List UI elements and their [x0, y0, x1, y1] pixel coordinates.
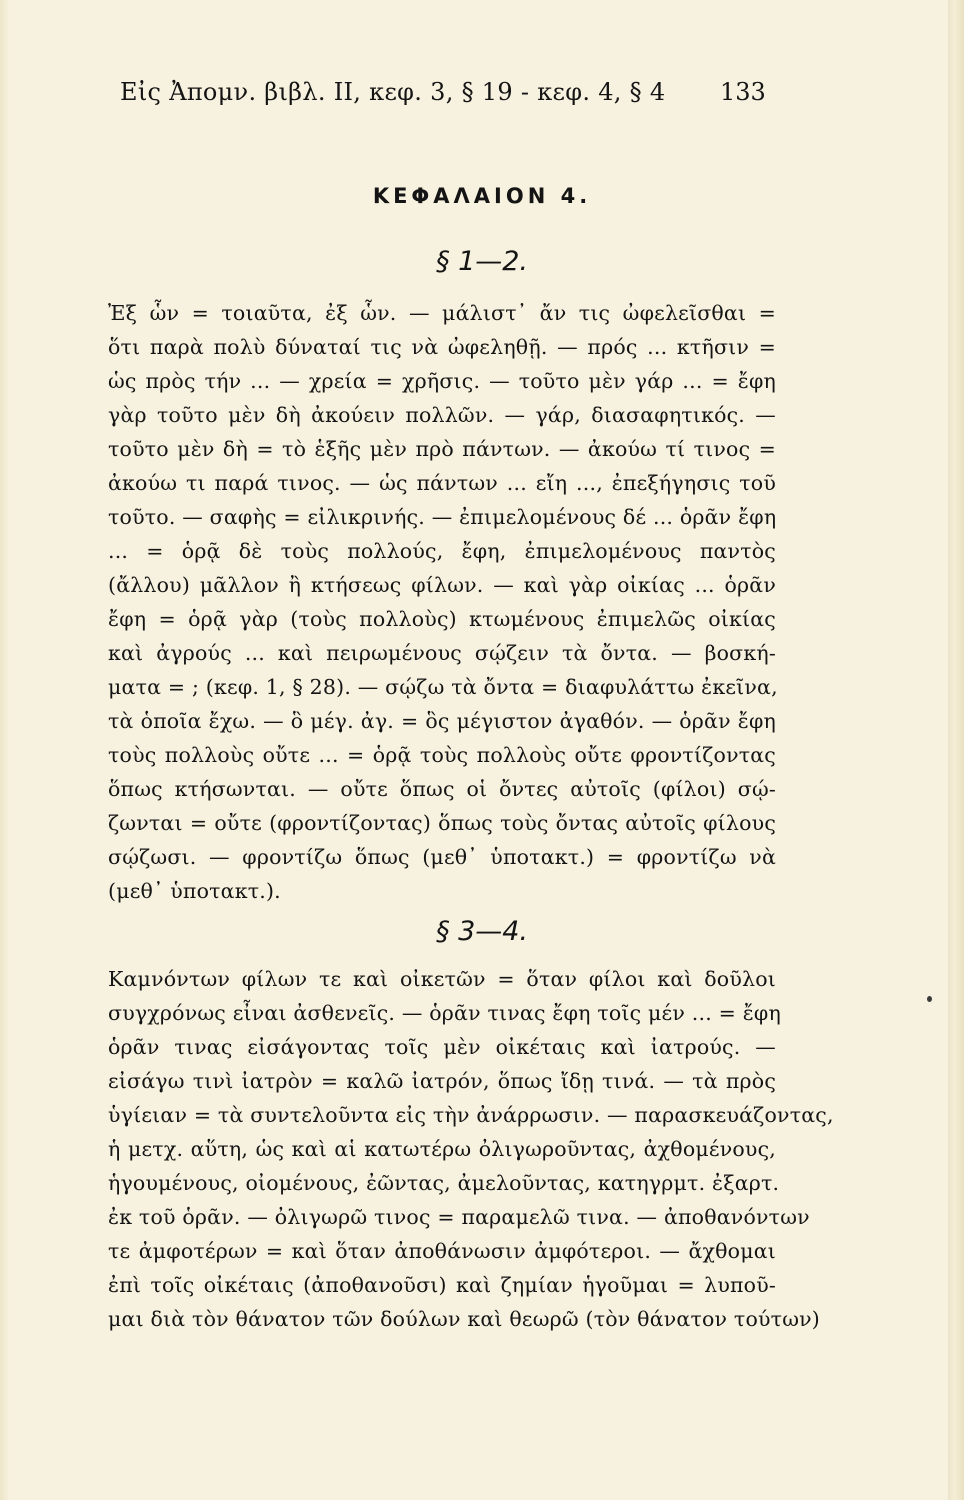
text-line: (ἄλλου) μᾶλλον ἢ κτήσεως φίλων. — καὶ γὰρ οἰκίας ... ὁρᾶν: [108, 573, 776, 597]
text-line: ἐπὶ τοῖς οἰκέταις (ἀποθανοῦσι) καὶ ζημίαν ἡγοῦμαι = λυποῦ-: [108, 1273, 776, 1297]
text-line: τοὺς πολλοὺς οὔτε ... = ὁρᾷ τοὺς πολλοὺς οὔτε φροντίζοντας: [108, 743, 776, 767]
text-line: (μεθ᾽ ὑποτακτ.).: [108, 879, 281, 903]
ink-speck: [927, 996, 932, 1002]
text-line: μαι διὰ τὸν θάνατον τῶν δούλων καὶ θεωρῶ (τὸν θάνατον τούτων): [108, 1307, 820, 1331]
text-line: ματα = ; (κεφ. 1, § 28). — σῴζω τὰ ὄντα = διαφυλάττω ἐκεῖνα,: [108, 675, 778, 699]
text-line: ὅτι παρὰ πολὺ δύναταί τις νὰ ὠφεληθῇ. — πρός ... κτῆσιν =: [108, 335, 776, 359]
text-line: τὰ ὁποῖα ἔχω. — ὃ μέγ. ἀγ. = ὃς μέγιστον ἀγαθόν. — ὁρᾶν ἔφη: [108, 709, 776, 733]
text-line: ἀκούω τι παρά τινος. — ὡς πάντων ... εἴη ..., ἐπεξήγησις τοῦ: [108, 471, 776, 495]
text-line: Καμνόντων φίλων τε καὶ οἰκετῶν = ὅταν φίλοι καὶ δοῦλοι: [108, 967, 776, 991]
text-line: ὁρᾶν τινας εἰσάγοντας τοῖς μὲν οἰκέταις καὶ ἰατρούς. —: [108, 1035, 776, 1059]
text-line: ... = ὁρᾷ δὲ τοὺς πολλούς, ἔφη, ἐπιμελομένους παντὸς: [108, 539, 776, 563]
text-line: ὡς πρὸς τήν ... — χρεία = χρῆσις. — τοῦτο μὲν γάρ ... = ἔφη: [108, 369, 776, 393]
text-line: καὶ ἀγρούς ... καὶ πειρωμένους σῴζειν τὰ ὄντα. — βοσκή-: [108, 641, 776, 665]
text-line: ὑγίειαν = τὰ συντελοῦντα εἰς τὴν ἀνάρρωσιν. — παρασκευάζοντας,: [108, 1103, 834, 1127]
text-line: ἔφη = ὁρᾷ γὰρ (τοὺς πολλοὺς) κτωμένους ἐπιμελῶς οἰκίας: [108, 607, 776, 631]
page-number: 133: [720, 78, 766, 106]
running-head: Εἰς Ἀπομν. βιβλ. ΙΙ, κεφ. 3, § 19 - κεφ. 4, § 4: [120, 78, 666, 106]
text-line: ἡγουμένους, οἰομένους, ἐῶντας, ἀμελοῦντας, κατηγρμτ. ἐξαρτ.: [108, 1171, 780, 1195]
text-line: ζωνται = οὔτε (φροντίζοντας) ὅπως τοὺς ὄντας αὐτοῖς φίλους: [108, 811, 776, 835]
text-line: εἰσάγω τινὶ ἰατρὸν = καλῶ ἰατρόν, ὅπως ἴδῃ τινά. — τὰ πρὸς: [108, 1069, 776, 1093]
text-line: τε ἀμφοτέρων = καὶ ὅταν ἀποθάνωσιν ἀμφότεροι. — ἄχθομαι: [108, 1239, 776, 1263]
text-line: συγχρόνως εἶναι ἀσθενεῖς. — ὁρᾶν τινας ἔφη τοῖς μέν ... = ἔφη: [108, 1001, 781, 1025]
text-line: ἐκ τοῦ ὁρᾶν. — ὀλιγωρῶ τινος = παραμελῶ τινα. — ἀποθανόντων: [108, 1205, 810, 1229]
chapter-title: ΚΕΦΑΛΑΙΟΝ 4.: [372, 184, 592, 208]
text-line: τοῦτο μὲν δὴ = τὸ ἑξῆς μὲν πρὸ πάντων. — ἀκούω τί τινος =: [108, 437, 776, 461]
text-line: Ἐξ ὧν = τοιαῦτα, ἐξ ὧν. — μάλιστ᾽ ἄν τις ὠφελεῖσθαι =: [108, 301, 776, 325]
text-line: ὅπως κτήσωνται. — οὔτε ὅπως οἱ ὄντες αὐτοῖς (φίλοι) σῴ-: [108, 777, 776, 801]
text-line: τοῦτο. — σαφὴς = εἰλικρινής. — ἐπιμελομένους δέ ... ὁρᾶν ἔφη: [108, 505, 777, 529]
page-edge-right: [948, 0, 964, 1500]
section-heading: § 3—4.: [435, 916, 529, 947]
commentary-block: [108, 296, 776, 908]
page-edge-left: [0, 0, 10, 1500]
section-heading: § 1—2.: [435, 246, 529, 277]
text-line: ἡ μετχ. αὕτη, ὡς καὶ αἱ κατωτέρω ὀλιγωροῦντας, ἀχθομένους,: [108, 1137, 776, 1161]
text-line: γὰρ τοῦτο μὲν δὴ ἀκούειν πολλῶν. — γάρ, διασαφητικός. —: [108, 403, 776, 427]
text-line: σῴζωσι. — φροντίζω ὅπως (μεθ᾽ ὑποτακτ.) = φροντίζω νὰ: [108, 845, 776, 869]
commentary-block: [108, 962, 834, 1336]
